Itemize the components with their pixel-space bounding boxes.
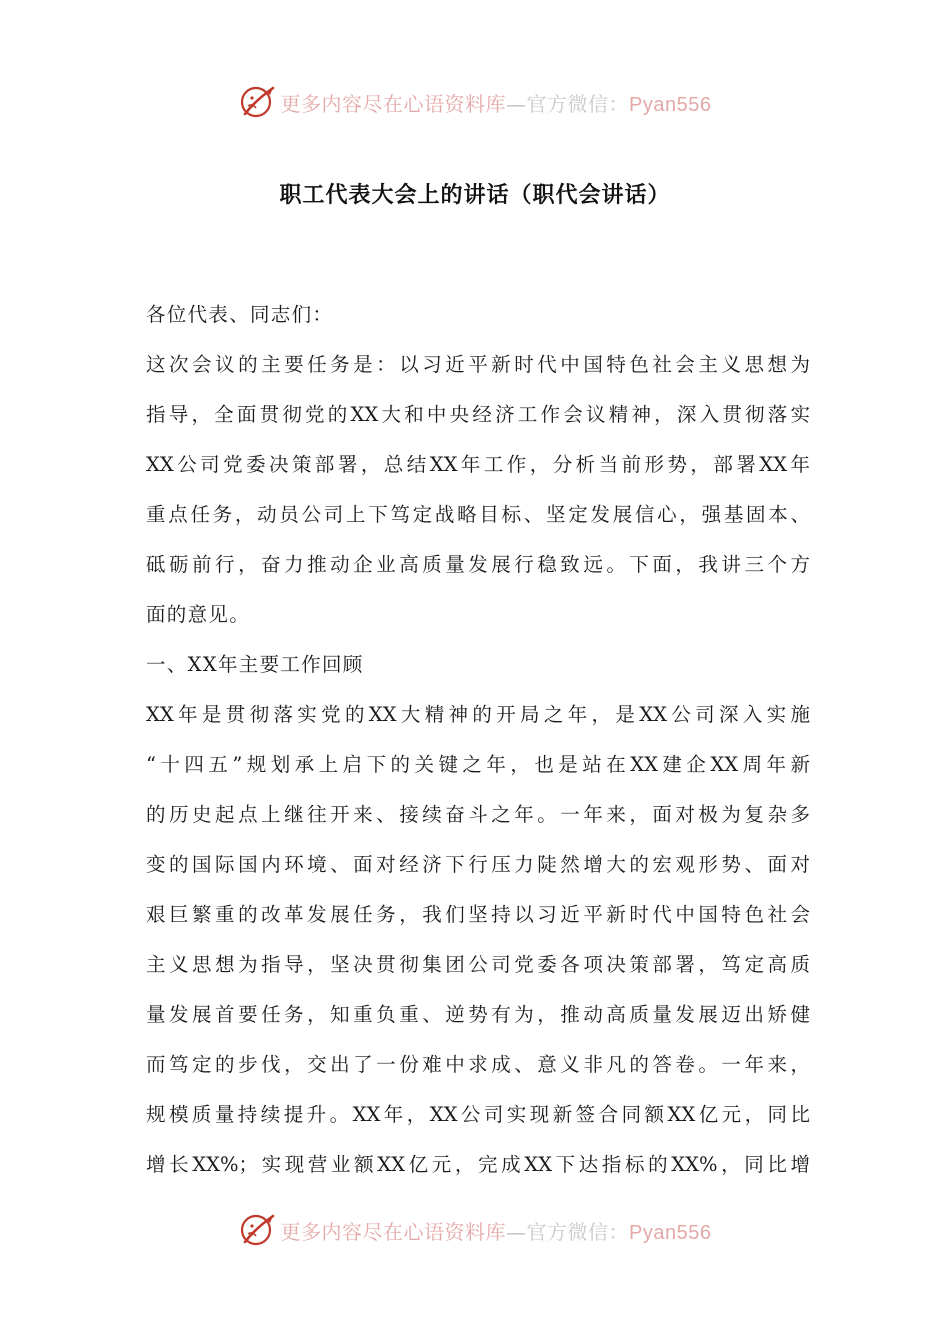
text-line: 规模质量持续提升。XX年，XX公司实现新签合同额XX亿元，同比 <box>146 1103 810 1126</box>
watermark-wechat-label: 官方微信： <box>526 91 630 116</box>
document-title: 职工代表大会上的讲话（职代会讲话） <box>279 183 671 208</box>
text-line: 增长XX%；实现营业额XX亿元，完成XX下达指标的XX%，同比增 <box>146 1153 810 1176</box>
text-line: 面的意见。 <box>146 603 251 626</box>
text-line: 指导，全面贯彻党的XX大和中央经济工作会议精神，深入贯彻落实 <box>146 403 810 426</box>
watermark-text <box>281 88 712 117</box>
text-line: XX年是贯彻落实党的XX大精神的开局之年，是XX公司深入实施 <box>146 703 810 726</box>
text-line: “十四五”规划承上启下的关键之年，也是站在XX建企XX周年新 <box>146 753 810 776</box>
document-body <box>146 290 810 1190</box>
text-line: 各位代表、同志们： <box>146 303 334 326</box>
text-line: 变的国际国内环境、面对经济下行压力陡然增大的宏观形势、面对 <box>146 853 810 876</box>
watermark-wechat-id: Pyan556 <box>629 93 712 116</box>
pen-logo-icon <box>239 1212 277 1248</box>
watermark-banner-top <box>0 84 950 120</box>
pen-logo-icon <box>239 84 277 120</box>
text-line: 重点任务，动员公司上下笃定战略目标、坚定发展信心，强基固本、 <box>146 503 810 526</box>
watermark-wechat-label: 官方微信： <box>526 1219 630 1244</box>
section-heading: 一、XX年主要工作回顾 <box>146 653 364 676</box>
text-line: 主义思想为指导，坚决贯彻集团公司党委各项决策部署，笃定高质 <box>146 953 810 976</box>
watermark-dash: — <box>506 1219 527 1244</box>
text-line: XX公司党委决策部署，总结XX年工作，分析当前形势，部署XX年 <box>146 453 810 476</box>
text-line: 量发展首要任务，知重负重、逆势有为，推动高质量发展迈出矫健 <box>146 1003 810 1026</box>
watermark-wechat-id: Pyan556 <box>629 1221 712 1244</box>
watermark-banner-bottom <box>0 1212 950 1248</box>
watermark-site-text: 更多内容尽在心语资料库 <box>280 91 507 116</box>
text-line: 的历史起点上继往开来、接续奋斗之年。一年来，面对极为复杂多 <box>146 803 810 826</box>
watermark-dash: — <box>506 91 527 116</box>
text-line: 这次会议的主要任务是：以习近平新时代中国特色社会主义思想为 <box>146 353 810 376</box>
text-line: 而笃定的步伐，交出了一份难中求成、意义非凡的答卷。一年来， <box>146 1053 810 1076</box>
text-line: 砥砺前行，奋力推动企业高质量发展行稳致远。下面，我讲三个方 <box>146 553 810 576</box>
text-line: 艰巨繁重的改革发展任务，我们坚持以习近平新时代中国特色社会 <box>146 903 810 926</box>
watermark-text <box>281 1216 712 1245</box>
watermark-site-text: 更多内容尽在心语资料库 <box>280 1219 507 1244</box>
